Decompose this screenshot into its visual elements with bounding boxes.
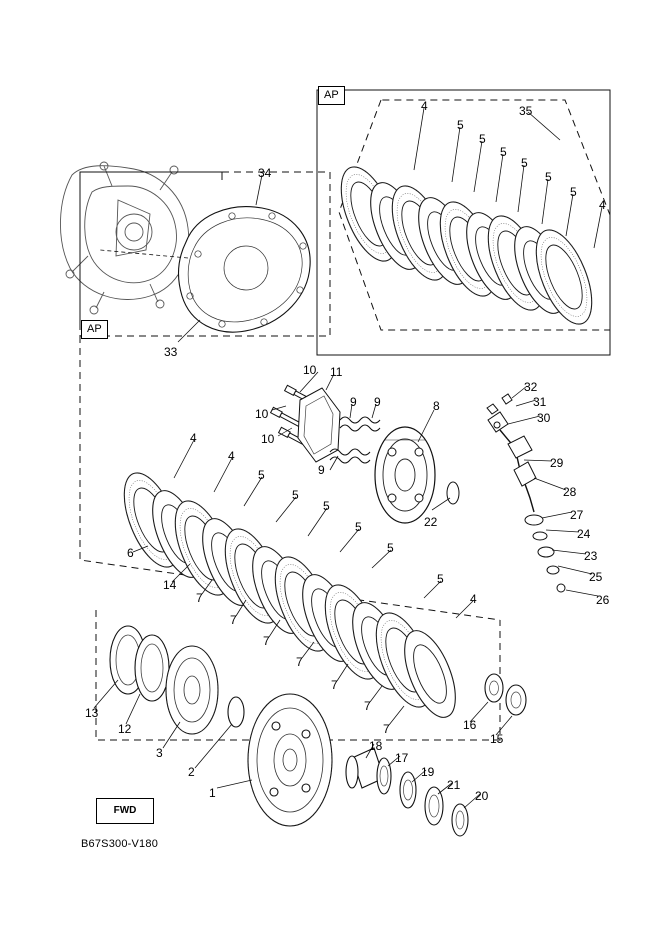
- callout-9: 9: [350, 395, 357, 409]
- callout-10: 10: [303, 363, 317, 377]
- callout-7: 7: [296, 655, 303, 669]
- callout-7: 7: [383, 722, 390, 736]
- callout-29: 29: [550, 456, 564, 470]
- callout-17: 17: [395, 751, 409, 765]
- callout-4: 4: [190, 431, 197, 445]
- callout-6: 6: [127, 546, 134, 560]
- callout-4: 4: [421, 99, 428, 113]
- callout-5: 5: [437, 572, 444, 586]
- callout-16: 16: [463, 718, 477, 732]
- callout-10: 10: [255, 407, 269, 421]
- callout-9: 9: [374, 395, 381, 409]
- callout-33: 33: [164, 345, 178, 359]
- callout-34: 34: [258, 166, 272, 180]
- callout-9: 9: [318, 463, 325, 477]
- callout-4: 4: [228, 449, 235, 463]
- part-code: B67S300-V180: [81, 838, 159, 850]
- callout-5: 5: [545, 170, 552, 184]
- callout-22: 22: [424, 515, 438, 529]
- callout-5: 5: [479, 132, 486, 146]
- callout-8: 8: [433, 399, 440, 413]
- callout-28: 28: [563, 485, 577, 499]
- callout-5: 5: [387, 541, 394, 555]
- callout-20: 20: [475, 789, 489, 803]
- callout-5: 5: [323, 499, 330, 513]
- fwd-direction-marker: FWD: [96, 798, 154, 824]
- callout-3: 3: [156, 746, 163, 760]
- callout-35: 35: [519, 104, 533, 118]
- callout-21: 21: [447, 778, 461, 792]
- callout-4: 4: [470, 592, 477, 606]
- callout-23: 23: [584, 549, 598, 563]
- callout-5: 5: [500, 145, 507, 159]
- ap-label-left: AP: [81, 320, 108, 339]
- callout-19: 19: [421, 765, 435, 779]
- callout-12: 12: [118, 722, 132, 736]
- callout-2: 2: [188, 765, 195, 779]
- callout-32: 32: [524, 380, 538, 394]
- callout-7: 7: [196, 591, 203, 605]
- callout-30: 30: [537, 411, 551, 425]
- callout-5: 5: [521, 156, 528, 170]
- callout-7: 7: [230, 613, 237, 627]
- callout-13: 13: [85, 706, 99, 720]
- callout-25: 25: [589, 570, 603, 584]
- callout-11: 11: [330, 365, 343, 379]
- callout-5: 5: [258, 468, 265, 482]
- callout-5: 5: [457, 118, 464, 132]
- callout-10: 10: [261, 432, 275, 446]
- callout-24: 24: [577, 527, 591, 541]
- ap-label-top: AP: [318, 86, 345, 105]
- callout-26: 26: [596, 593, 610, 607]
- callout-7: 7: [263, 634, 270, 648]
- callout-5: 5: [355, 520, 362, 534]
- callout-18: 18: [369, 739, 383, 753]
- callout-7: 7: [331, 678, 338, 692]
- callout-14: 14: [163, 578, 177, 592]
- callout-5: 5: [570, 185, 577, 199]
- callout-31: 31: [533, 395, 547, 409]
- callout-7: 7: [364, 699, 371, 713]
- callout-5: 5: [292, 488, 299, 502]
- callout-27: 27: [570, 508, 584, 522]
- callout-15: 15: [490, 732, 504, 746]
- callout-4: 4: [599, 198, 606, 212]
- callout-1: 1: [209, 786, 216, 800]
